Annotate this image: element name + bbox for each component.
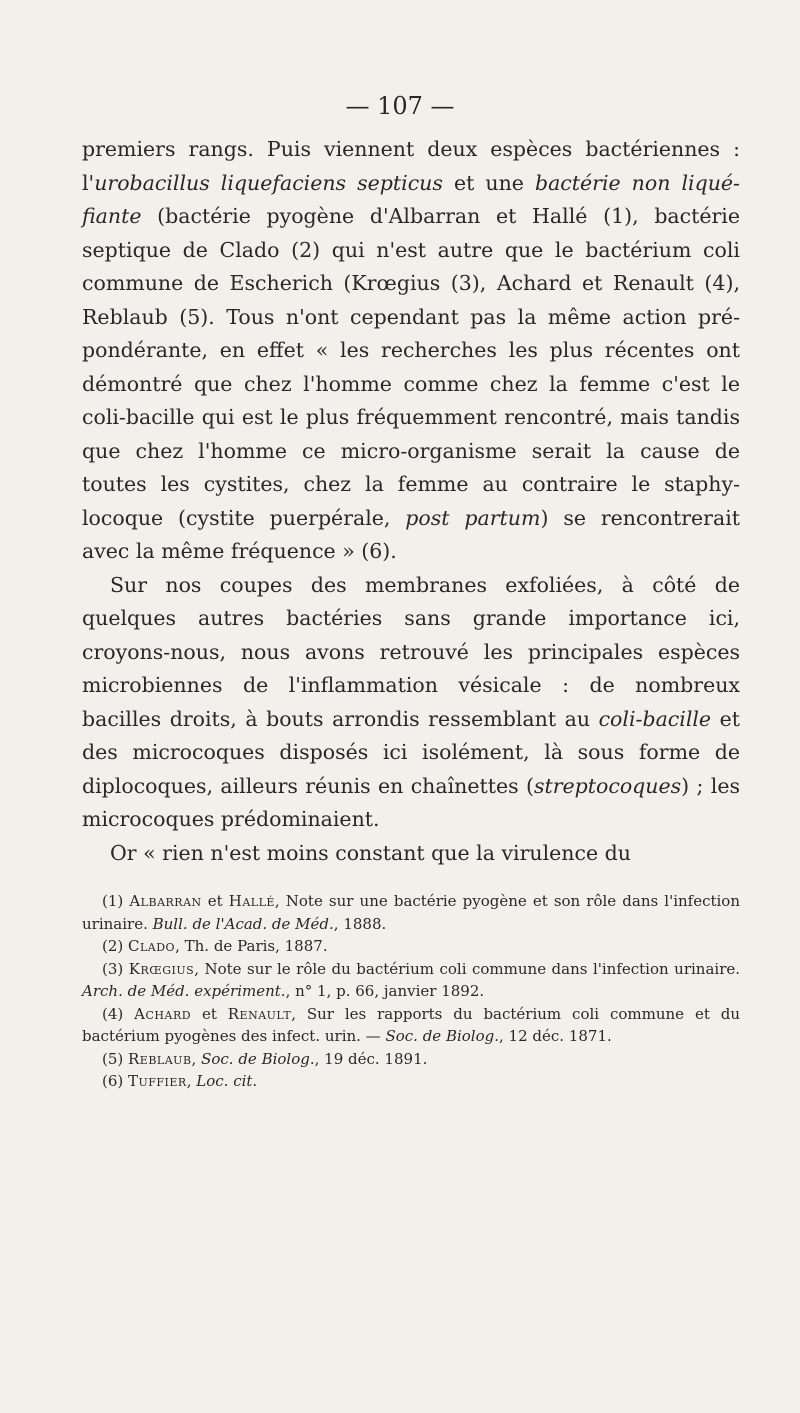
- text-run: , 1888.: [333, 914, 387, 933]
- footnote: [82, 1070, 740, 1093]
- text-run: , Note sur une bactérie pyogène et son rôle dans l'infection urinaire.: [82, 892, 740, 933]
- text-run: (5): [102, 1049, 129, 1068]
- footnote: [82, 1003, 740, 1048]
- text-run: (1): [102, 892, 130, 910]
- main-text: [82, 133, 740, 870]
- text-run: et: [201, 892, 229, 910]
- text-run: Sur nos coupes des membranes exfoliées, à côté de quelques autres bactéries sans grande importance ici, croyons-nous, nous avons retrouvé les principales espèces microbiennes de l'inflammation vésicale : de nombreux bacilles droits, à bouts arrondis ressemblant au: [82, 572, 740, 731]
- text-run: , 19 déc. 1891.: [314, 1049, 428, 1068]
- page-number: — 107 —: [345, 92, 455, 120]
- text-run: , Th. de Paris, 1887.: [175, 937, 328, 955]
- paragraph: [82, 837, 740, 871]
- author-name: Reblaub: [128, 1049, 192, 1068]
- italic-text: bactérie non liquéfiante: [82, 170, 740, 228]
- author-name: Albarran: [129, 892, 202, 910]
- text-run: (3): [102, 959, 129, 978]
- italic-text: Bull. de l'Acad. de Méd.: [152, 914, 334, 933]
- text-run: et des microcoques disposés ici isolément, là sous forme de diplocoques, ailleurs réunis en chaînettes (: [82, 706, 740, 798]
- italic-text: Loc. cit.: [196, 1072, 258, 1090]
- text-run: et: [191, 1004, 228, 1023]
- italic-text: Soc. de Biolog.: [201, 1049, 315, 1068]
- author-name: Clado: [128, 937, 176, 955]
- author-name: Krœgius: [128, 959, 195, 978]
- text-run: ) se rencontrerait avec la même fréquence » (6).: [82, 505, 740, 563]
- text-run: (4): [102, 1004, 135, 1023]
- italic-text: urobacillus liquefaciens septicus: [94, 170, 443, 195]
- italic-text: Soc. de Biolog.: [385, 1027, 499, 1045]
- text-run: , 12 déc. 1871.: [499, 1027, 612, 1045]
- text-run: ,: [191, 1049, 202, 1068]
- author-name: Hallé: [228, 892, 275, 910]
- text-run: et une: [442, 170, 535, 195]
- text-run: ,: [186, 1072, 197, 1090]
- footnote: [82, 1048, 740, 1071]
- text-run: (bactérie pyogène d'Albarran et Hallé (1), bactérie septique de Clado (2) qui n'est autre que le bactérium coli commune de Escherich (Krœgius (3), Achard et Renault (4), Reblaub (5). Tous n'ont cependant pas la même action prépondérante, en effet « les recherches les plus récentes ont démontré que chez l'homme comme chez la femme c'est le coli-bacille qui est le plus fréquemment rencontré, mais tandis que chez l'homme ce micro-organisme serait la cause de toutes les cystites, chez la femme au contraire le staphylocoque (cystite puerpérale,: [82, 204, 740, 530]
- italic-text: Arch. de Méd. expériment.: [82, 982, 286, 1000]
- text-run: premiers rangs. Puis viennent deux espèces bactériennes : l': [82, 137, 740, 195]
- italic-text: coli-bacille: [598, 706, 712, 731]
- text-run: ) ; les microcoques prédominaient.: [82, 773, 740, 831]
- text-run: (2): [102, 937, 129, 955]
- author-name: Tuffier: [128, 1072, 187, 1090]
- italic-text: streptocoques: [533, 773, 682, 798]
- italic-text: post partum: [405, 505, 541, 530]
- text-run: (6): [102, 1072, 129, 1090]
- author-name: Renault: [227, 1004, 292, 1023]
- footnotes: [82, 890, 740, 1093]
- paragraph: [82, 133, 740, 569]
- footnote: [82, 935, 740, 958]
- text-run: , Sur les rapports du bactérium coli commune et du bactérium pyogènes des infect. urin. —: [82, 1004, 741, 1045]
- text-run: , Note sur le rôle du bactérium coli commune dans l'infection urinaire.: [194, 959, 741, 978]
- author-name: Achard: [134, 1004, 192, 1023]
- footnote: [82, 958, 740, 1003]
- paragraph: [82, 569, 740, 837]
- text-run: , n° 1, p. 66, janvier 1892.: [285, 982, 485, 1000]
- footnote: [82, 890, 740, 935]
- text-run: Or « rien n'est moins constant que la virulence du: [110, 840, 631, 865]
